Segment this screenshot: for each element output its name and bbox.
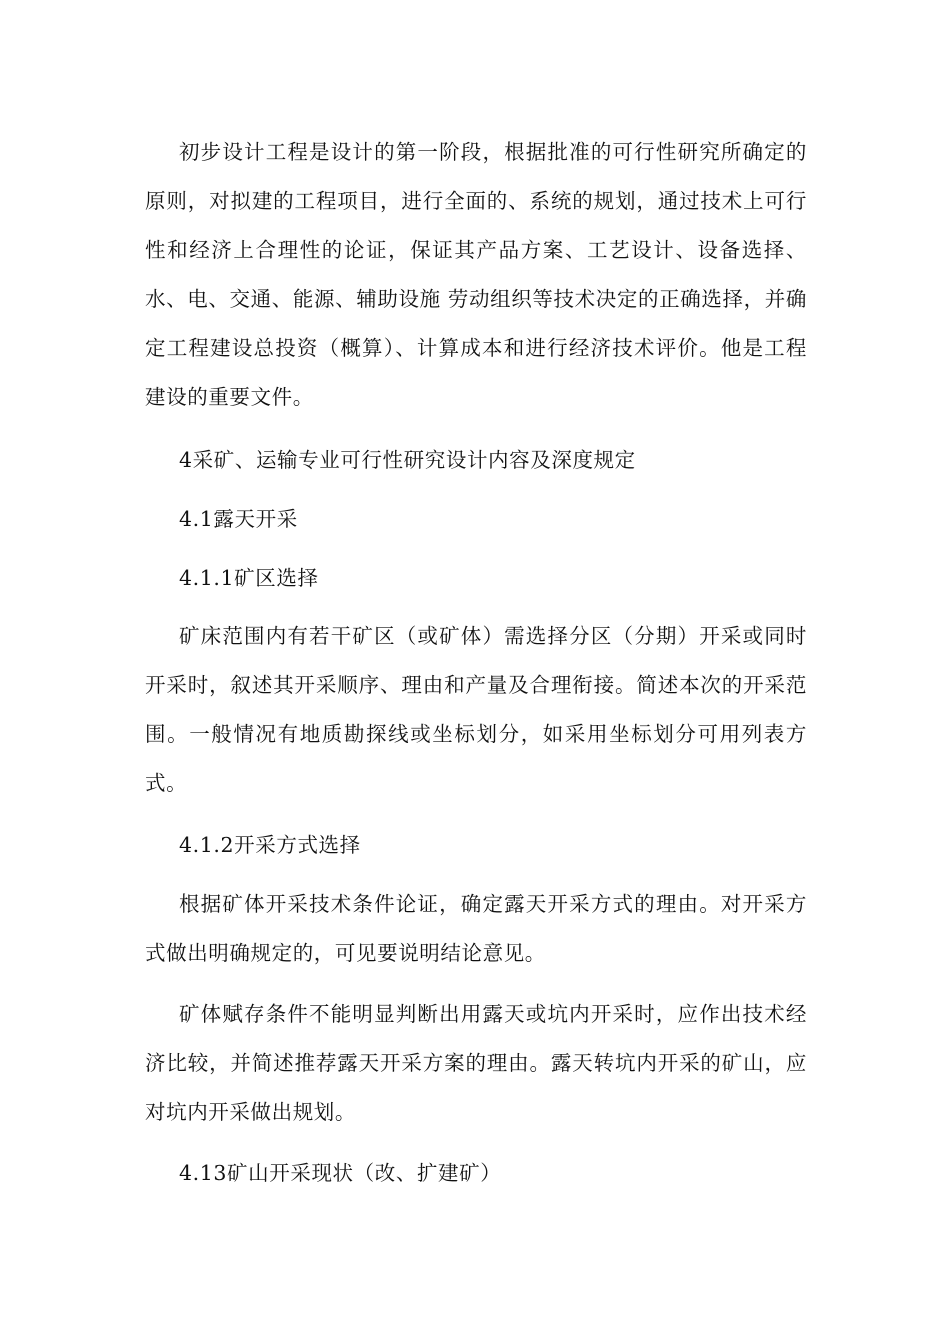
section-heading-4-1-3: 4.13矿山开采现状（改、扩建矿） <box>179 1161 502 1185</box>
section-heading-4-1-2: 4.1.2开采方式选择 <box>179 833 361 857</box>
section-heading-4: 4采矿、运输专业可行性研究设计内容及深度规定 <box>179 448 636 472</box>
paragraph-mining-area-selection: 矿床范围内有若干矿区（或矿体）需选择分区（分期）开采或同时开采时，叙述其开采顺序、理由和产量及合理衔接。简述本次的开采范围。一般情况有地质勘探线或坐标划分，如采用坐标划分可用列表方式。 <box>145 624 807 795</box>
paragraph-preliminary-design: 初步设计工程是设计的第一阶段，根据批准的可行性研究所确定的原则，对拟建的工程项目，进行全面的、系统的规划，通过技术上可行性和经济上合理性的论证，保证其产品方案、工艺设计、设备选择、水、电、交通、能源、辅助设施 劳动组织等技术决定的正确选择，并确定工程建设总投资（概算）、计算成本和进行经济技术评价。他是工程建设的重要文件。 <box>145 140 807 409</box>
section-heading-4-1: 4.1露天开采 <box>179 507 298 531</box>
paragraph-mining-method: 根据矿体开采技术条件论证，确定露天开采方式的理由。对开采方式做出明确规定的，可见要说明结论意见。 <box>145 892 807 965</box>
paragraph-technical-comparison: 矿体赋存条件不能明显判断出用露天或坑内开采时，应作出技术经济比较，并简述推荐露天开采方案的理由。露天转坑内开采的矿山，应对坑内开采做出规划。 <box>145 1002 807 1124</box>
section-heading-4-1-1: 4.1.1矿区选择 <box>179 566 319 590</box>
